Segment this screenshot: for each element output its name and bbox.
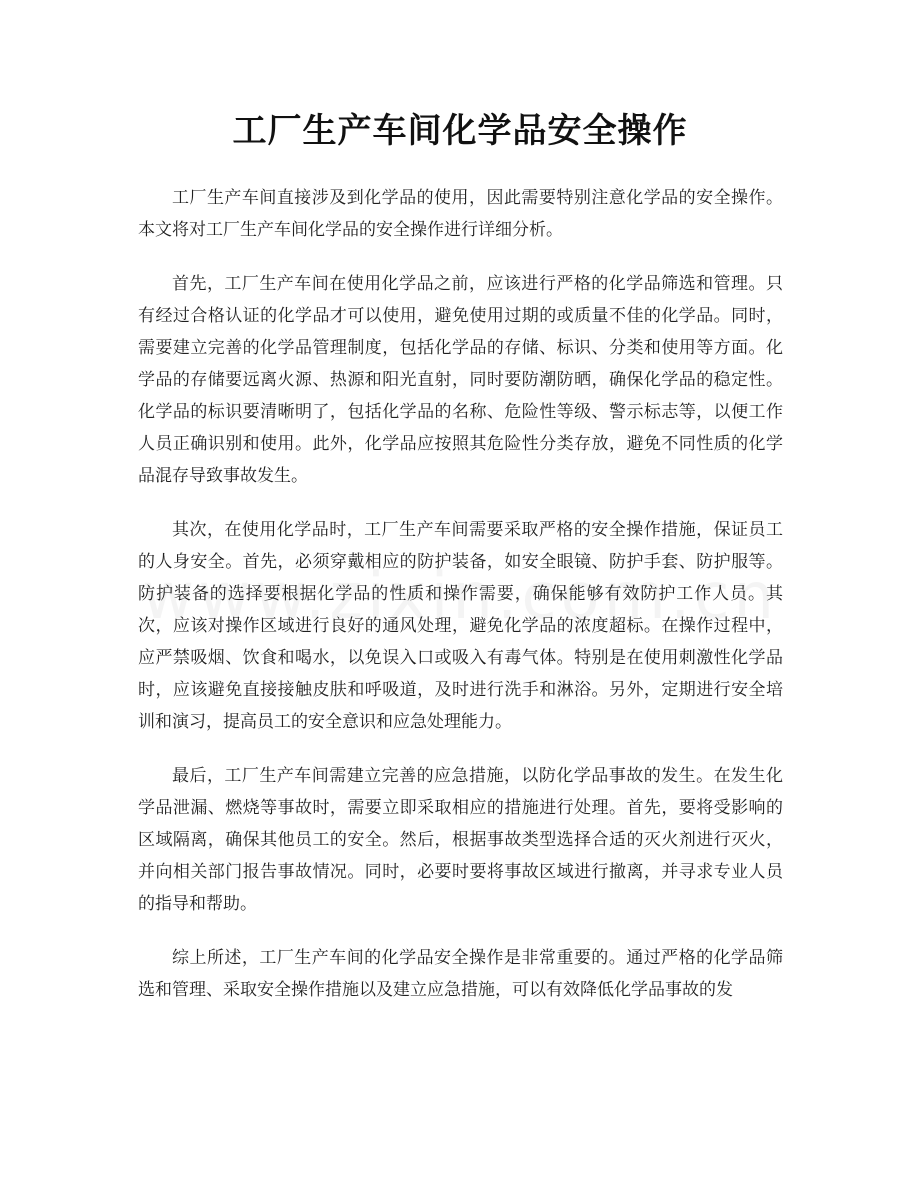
paragraph-safe-operation: 其次，在使用化学品时，工厂生产车间需要采取严格的安全操作措施，保证员工的人身安全。首先，必须穿戴相应的防护装备，如安全眼镜、防护手套、防护服等。防护装备的选择要根据化学品的性质和操作需要，确保能够有效防护工作人员。其次，应该对操作区域进行良好的通风处理，避免化学品的浓度超标。在操作过程中，应严禁吸烟、饮食和喝水，以免误入口或吸入有毒气体。特别是在使用刺激性化学品时，应该避免直接接触皮肤和呼吸道，及时进行洗手和淋浴。另外，定期进行安全培训和演习，提高员工的安全意识和应急处理能力。 [138,520,783,732]
paragraph-conclusion: 综上所述，工厂生产车间的化学品安全操作是非常重要的。通过严格的化学品筛选和管理、采取安全操作措施以及建立应急措施，可以有效降低化学品事故的发 [138,948,783,1000]
document-title: 工厂生产车间化学品安全操作 [232,111,688,151]
paragraph-emergency-measures: 最后，工厂生产车间需建立完善的应急措施，以防化学品事故的发生。在发生化学品泄漏、燃烧等事故时，需要立即采取相应的措施进行处理。首先，要将受影响的区域隔离，确保其他员工的安全。然后，根据事故类型选择合适的灭火剂进行灭火，并向相关部门报告事故情况。同时，必要时要将事故区域进行撤离，并寻求专业人员的指导和帮助。 [138,766,783,914]
paragraph-selection-management: 首先，工厂生产车间在使用化学品之前，应该进行严格的化学品筛选和管理。只有经过合格认证的化学品才可以使用，避免使用过期的或质量不佳的化学品。同时，需要建立完善的化学品管理制度，包括化学品的存储、标识、分类和使用等方面。化学品的存储要远离火源、热源和阳光直射，同时要防潮防晒，确保化学品的稳定性。化学品的标识要清晰明了，包括化学品的名称、危险性等级、警示标志等，以便工作人员正确识别和使用。此外，化学品应按照其危险性分类存放，避免不同性质的化学品混存导致事故发生。 [138,274,783,486]
document-body [138,182,783,1028]
paragraph-intro: 工厂生产车间直接涉及到化学品的使用，因此需要特别注意化学品的安全操作。本文将对工厂生产车间化学品的安全操作进行详细分析。 [138,188,783,240]
